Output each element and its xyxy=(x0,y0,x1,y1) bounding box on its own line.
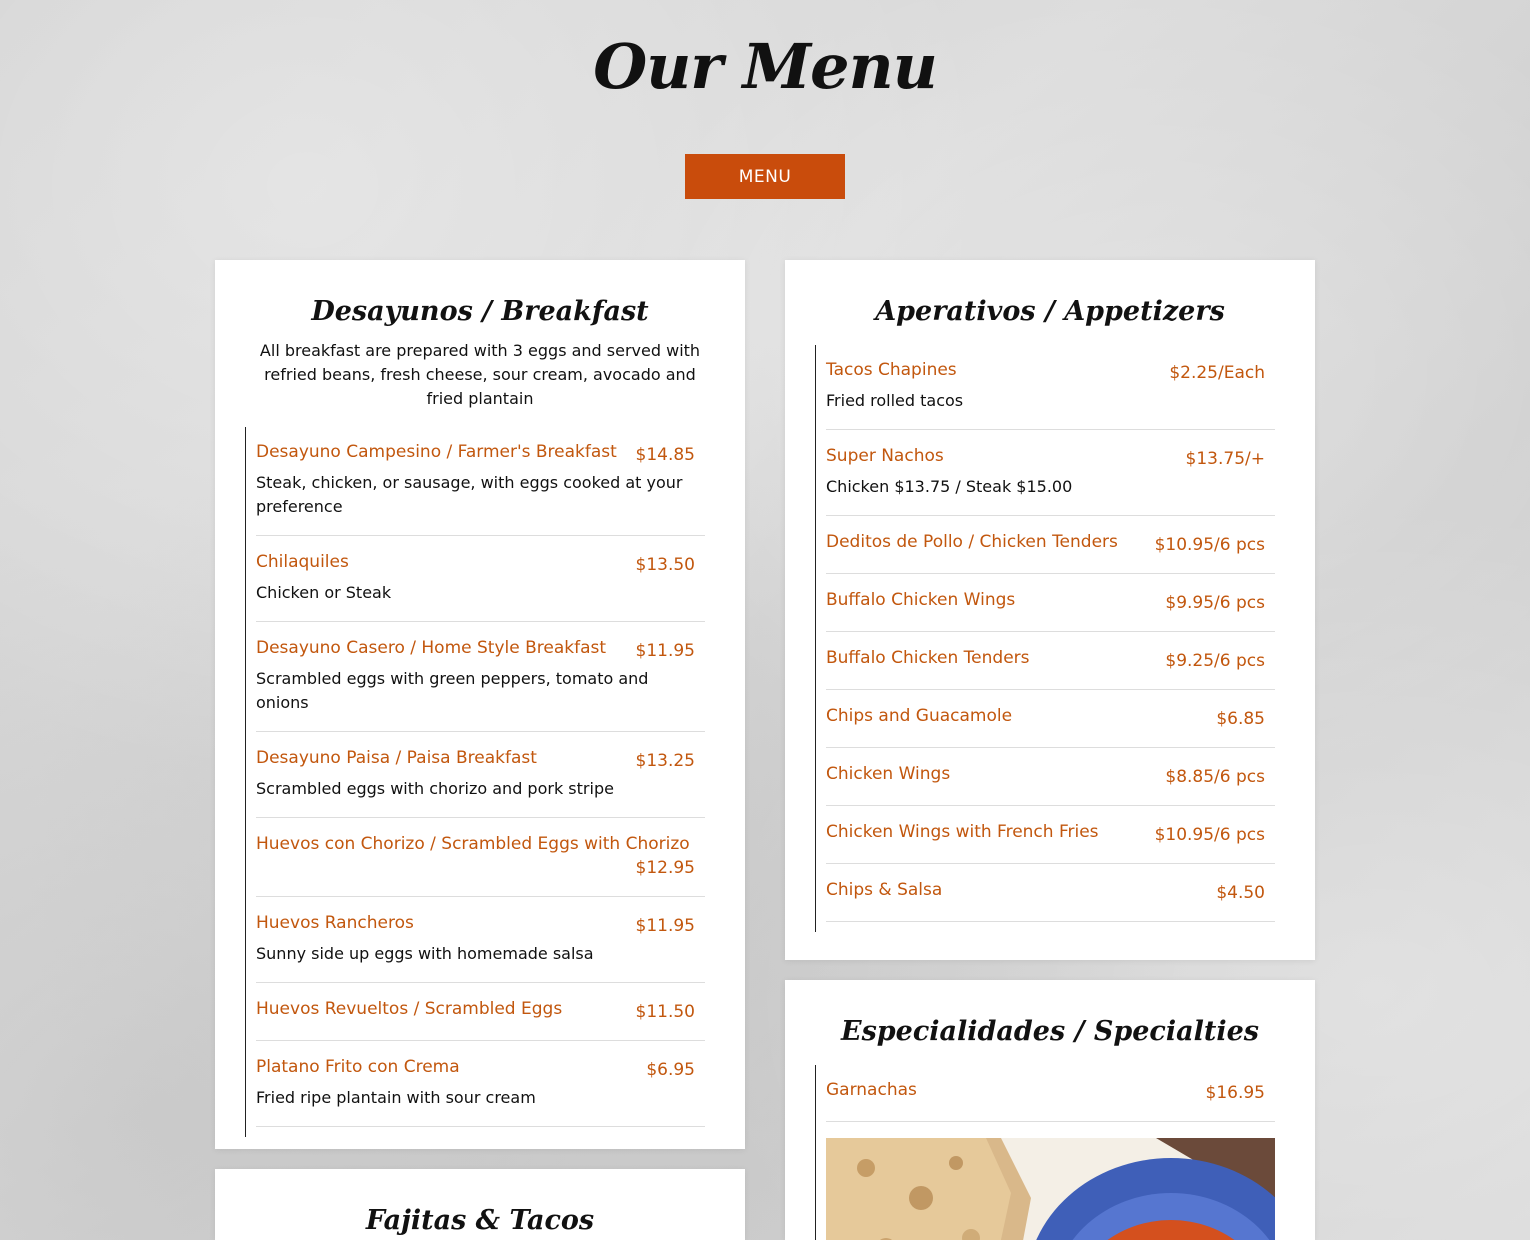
item-name: Desayuno Campesino / Farmer's Breakfast xyxy=(256,442,617,462)
menu-item[interactable] xyxy=(826,806,1275,864)
appetizers-item-list xyxy=(815,345,1275,932)
item-price: $8.85/6 pcs xyxy=(1165,767,1265,787)
item-price: $16.95 xyxy=(1205,1083,1265,1103)
menu-item[interactable] xyxy=(826,748,1275,806)
item-name: Huevos con Chorizo / Scrambled Eggs with Chorizo xyxy=(256,834,690,854)
item-price: $9.25/6 pcs xyxy=(1165,651,1265,671)
item-description: Sunny side up eggs with homemade salsa xyxy=(256,944,594,963)
menu-item[interactable] xyxy=(826,345,1275,430)
item-price: $14.85 xyxy=(635,445,695,465)
menu-item[interactable] xyxy=(256,1041,705,1127)
item-name: Desayuno Paisa / Paisa Breakfast xyxy=(256,748,537,768)
menu-item[interactable] xyxy=(826,430,1275,516)
item-name: Desayuno Casero / Home Style Breakfast xyxy=(256,638,607,658)
breakfast-description: All breakfast are prepared with 3 eggs and served with refried beans, fresh cheese, sour cream, avocado and fried plantain xyxy=(259,341,701,408)
item-price: $13.50 xyxy=(635,555,695,575)
menu-item[interactable] xyxy=(826,690,1275,748)
garnachas-photo xyxy=(826,1138,1275,1240)
item-name: Buffalo Chicken Wings xyxy=(826,590,1016,610)
item-price: $9.95/6 pcs xyxy=(1165,593,1265,613)
item-description: Scrambled eggs with green peppers, tomato and onions xyxy=(256,669,649,712)
item-description: Fried ripe plantain with sour cream xyxy=(256,1088,536,1107)
breakfast-title: Desayunos / Breakfast xyxy=(311,296,649,327)
garnachas-image xyxy=(826,1138,1275,1240)
item-price: $11.50 xyxy=(635,1002,695,1022)
appetizers-title: Aperativos / Appetizers xyxy=(875,296,1225,327)
item-price: $11.95 xyxy=(635,916,695,936)
item-price: $10.95/6 pcs xyxy=(1154,535,1265,555)
specialties-title: Especialidades / Specialties xyxy=(841,1016,1259,1047)
specialties-card xyxy=(785,980,1315,1240)
item-name: Chicken Wings xyxy=(826,764,951,784)
item-name: Garnachas xyxy=(826,1080,917,1100)
item-name: Chips & Salsa xyxy=(826,880,943,900)
item-name: Tacos Chapines xyxy=(826,360,957,380)
item-name: Huevos Revueltos / Scrambled Eggs xyxy=(256,999,563,1019)
page-title: Our Menu xyxy=(593,30,937,103)
item-price: $11.95 xyxy=(635,641,695,661)
menu-item[interactable] xyxy=(826,1065,1275,1122)
menu-item[interactable] xyxy=(256,818,705,897)
menu-item[interactable] xyxy=(826,632,1275,690)
item-price: $2.25/Each xyxy=(1169,363,1265,383)
menu-item[interactable] xyxy=(256,427,705,536)
item-name: Platano Frito con Crema xyxy=(256,1057,460,1077)
item-name: Huevos Rancheros xyxy=(256,913,414,933)
item-price: $4.50 xyxy=(1216,883,1265,903)
menu-button[interactable]: MENU xyxy=(685,154,845,199)
item-name: Super Nachos xyxy=(826,446,944,466)
item-description: Fried rolled tacos xyxy=(826,391,964,410)
item-description: Chicken $13.75 / Steak $15.00 xyxy=(826,477,1073,496)
item-name: Chicken Wings with French Fries xyxy=(826,822,1099,842)
breakfast-card xyxy=(215,260,745,1149)
item-price: $6.85 xyxy=(1216,709,1265,729)
item-description: Scrambled eggs with chorizo and pork stripe xyxy=(256,779,614,798)
item-name: Chilaquiles xyxy=(256,552,349,572)
breakfast-item-list xyxy=(245,427,705,1137)
fajitas-card xyxy=(215,1169,745,1240)
item-price: $12.95 xyxy=(635,858,695,878)
menu-item[interactable] xyxy=(256,536,705,622)
item-description: Steak, chicken, or sausage, with eggs cooked at your preference xyxy=(256,473,683,516)
menu-item[interactable] xyxy=(256,897,705,983)
item-name: Chips and Guacamole xyxy=(826,706,1013,726)
menu-item[interactable] xyxy=(826,516,1275,574)
menu-item[interactable] xyxy=(256,622,705,732)
menu-item[interactable] xyxy=(826,574,1275,632)
item-price: $13.75/+ xyxy=(1185,449,1265,469)
item-price: $6.95 xyxy=(646,1060,695,1080)
item-price: $10.95/6 pcs xyxy=(1154,825,1265,845)
item-name: Deditos de Pollo / Chicken Tenders xyxy=(826,532,1118,552)
menu-item[interactable] xyxy=(256,983,705,1041)
item-price: $13.25 xyxy=(635,751,695,771)
menu-item[interactable] xyxy=(256,732,705,818)
item-name: Buffalo Chicken Tenders xyxy=(826,648,1030,668)
fajitas-title: Fajitas & Tacos xyxy=(365,1205,595,1236)
item-description: Chicken or Steak xyxy=(256,583,392,602)
appetizers-card xyxy=(785,260,1315,960)
menu-item[interactable] xyxy=(826,864,1275,922)
